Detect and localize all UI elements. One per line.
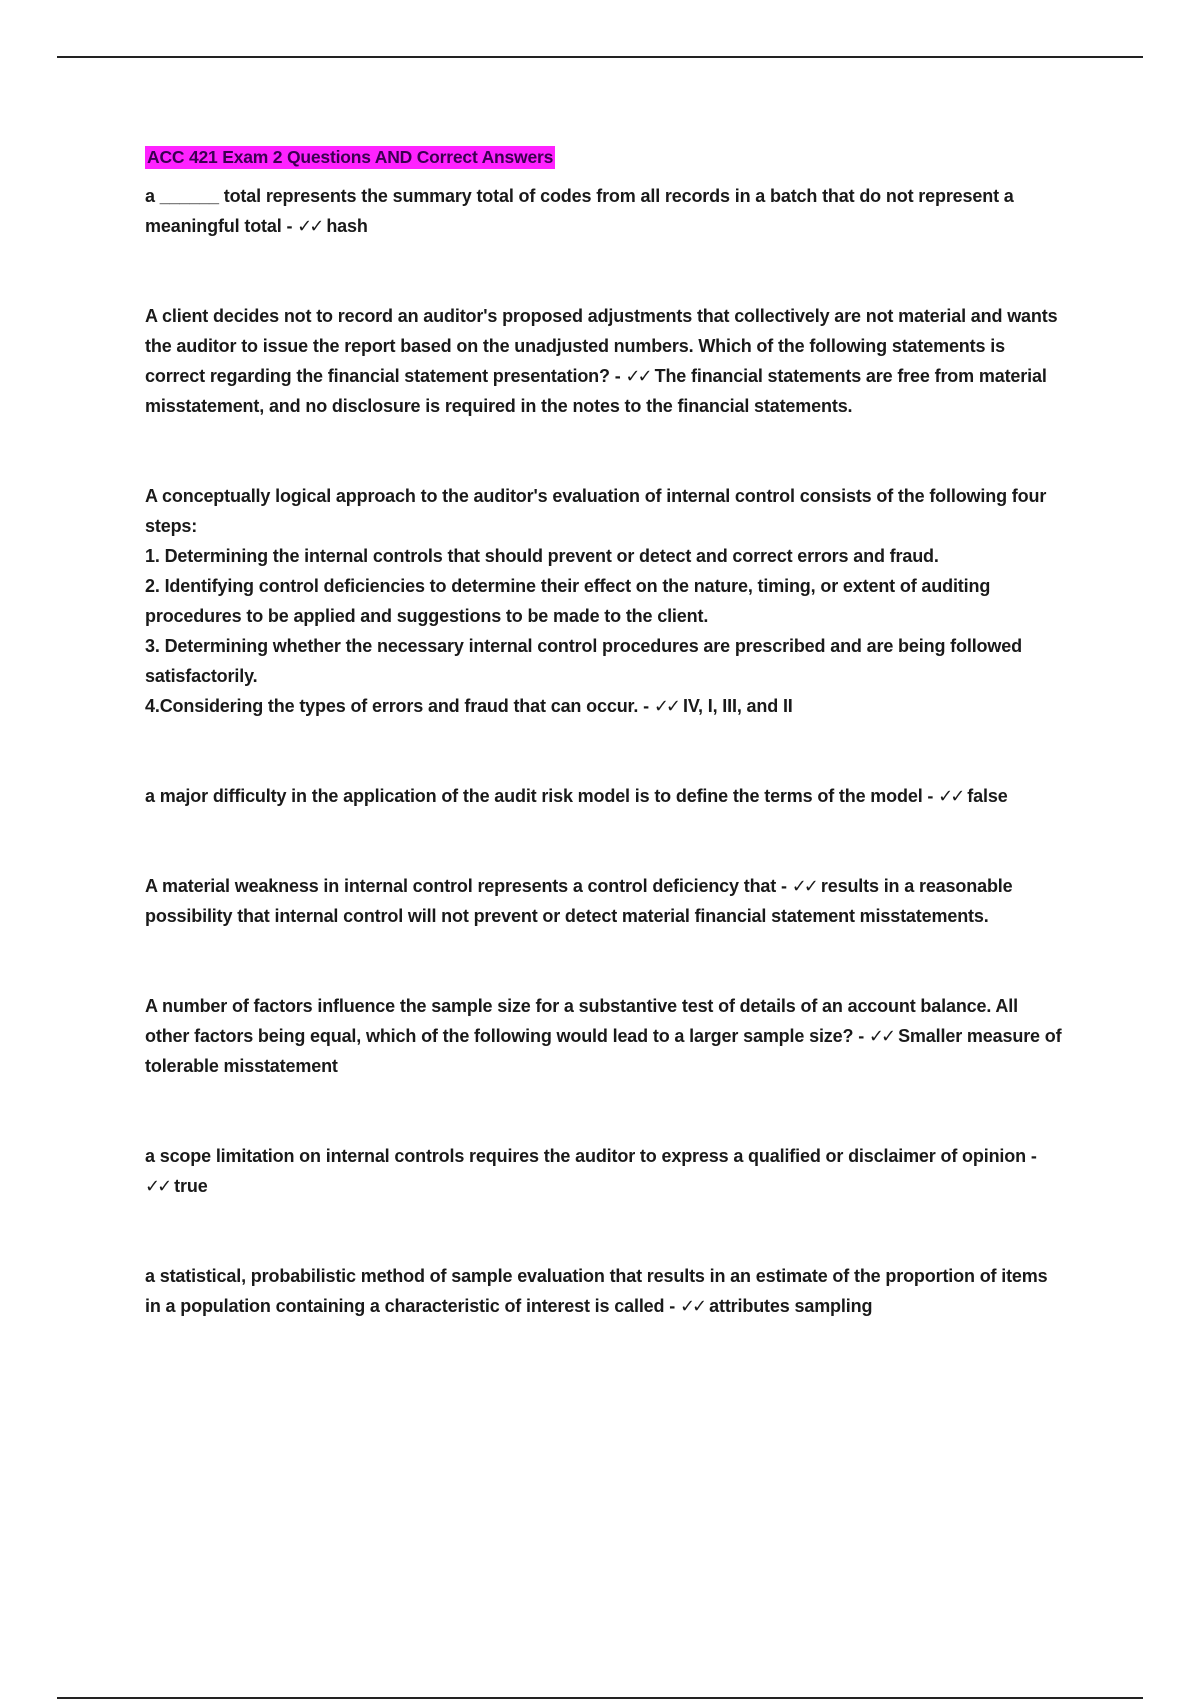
question-text: a scope limitation on internal controls requires the auditor to express a qualified or disclaimer of opinion - (145, 1146, 1037, 1166)
document-title: ACC 421 Exam 2 Questions AND Correct Answers (147, 147, 554, 167)
qa-item-3 (145, 481, 1065, 721)
qa-item-7 (145, 1141, 1065, 1201)
qa-item-4 (145, 781, 1065, 811)
answer-text: The financial statements are free from material misstatement, and no disclosure is required in the notes to the financial statements. (145, 366, 1047, 416)
bottom-divider (57, 1697, 1143, 1699)
answer-text: attributes sampling (709, 1296, 873, 1316)
document-body (145, 146, 1065, 1381)
step-item: 1. Determining the internal controls that should prevent or detect and correct errors and fraud. (145, 546, 939, 566)
qa-item-8 (145, 1261, 1065, 1321)
answer-text: false (967, 786, 1008, 806)
qa-item-6 (145, 991, 1065, 1081)
step-item: 4.Considering the types of errors and fraud that can occur. - (145, 696, 649, 716)
question-text: A conceptually logical approach to the auditor's evaluation of internal control consists of the following four steps: (145, 486, 1047, 536)
question-text: A client decides not to record an auditor's proposed adjustments that collectively are not material and wants the auditor to issue the report based on the unadjusted numbers. Which of the following statements is correct regarding the financial statement presentation? - (145, 306, 1058, 386)
answer-text: hash (326, 216, 368, 236)
qa-item-5 (145, 871, 1065, 931)
step-item: 2. Identifying control deficiencies to determine their effect on the nature, timing, or extent of auditing procedures to be applied and suggestions to be made to the client. (145, 576, 991, 626)
checkmark-icon: ✓✓ (625, 366, 650, 386)
checkmark-icon: ✓✓ (653, 696, 678, 716)
question-text: a ______ total represents the summary total of codes from all records in a batch that do not represent a meaningful total - (145, 186, 1014, 236)
answer-text: true (174, 1176, 208, 1196)
qa-item-2 (145, 301, 1065, 421)
question-text: a statistical, probabilistic method of sample evaluation that results in an estimate of the proportion of items in a population containing a characteristic of interest is called - (145, 1266, 1048, 1316)
qa-list (145, 181, 1065, 1321)
question-text: A material weakness in internal control represents a control deficiency that - (145, 876, 787, 896)
checkmark-icon: ✓✓ (679, 1296, 705, 1316)
checkmark-icon: ✓✓ (145, 1176, 170, 1196)
checkmark-icon: ✓✓ (791, 876, 816, 896)
top-divider (57, 56, 1143, 58)
checkmark-icon: ✓✓ (297, 216, 322, 236)
step-item: 3. Determining whether the necessary internal control procedures are prescribed and are being followed satisfactorily. (145, 636, 1022, 686)
answer-text: IV, I, III, and II (682, 696, 793, 716)
qa-item-1 (145, 181, 1065, 241)
checkmark-icon: ✓✓ (868, 1026, 894, 1046)
answer-text: Smaller measure of tolerable misstatement (145, 1026, 1062, 1076)
checkmark-icon: ✓✓ (938, 786, 963, 806)
answer-text: results in a reasonable possibility that internal control will not prevent or detect material financial statement misstatements. (145, 876, 1013, 926)
question-text: A number of factors influence the sample size for a substantive test of details of an account balance. All other factors being equal, which of the following would lead to a larger sample size? - (145, 996, 1018, 1046)
question-text: a major difficulty in the application of the audit risk model is to define the terms of the model - (145, 786, 934, 806)
